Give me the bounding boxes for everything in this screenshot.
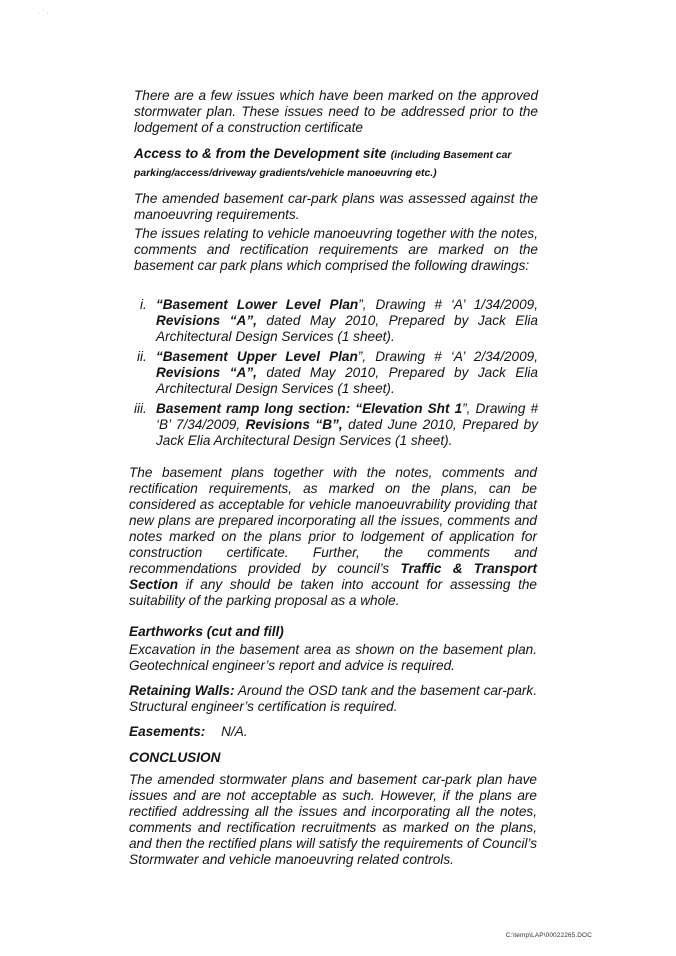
retaining-walls-text: Around the OSD tank and the basement car-park. Structural engineer’s certification is required. xyxy=(129,683,537,714)
basement-plans-paragraph xyxy=(129,465,537,609)
footer-file-path: C:\temp\LAP\00022265.DOC xyxy=(505,932,592,939)
drawing-details: dated May 2010, Prepared by Jack Elia Architectural Design Services (1 sheet). xyxy=(156,365,538,396)
earthworks-heading: Earthworks (cut and fill) xyxy=(129,624,284,639)
drawing-title: “Basement Upper Level Plan xyxy=(156,349,358,364)
drawing-title: Basement ramp long section: “Elevation Sht 1 xyxy=(156,401,463,416)
drawing-ref: ”, Drawing # ‘B’ 7/34/2009, xyxy=(156,401,539,432)
drawing-number: i. xyxy=(140,297,147,312)
issues-paragraph: The issues relating to vehicle manoeuvring together with the notes, comments and rectification requirements are marked on the basement car park plans which comprised the following drawings: xyxy=(134,226,538,273)
traffic-section-text: Traffic & Transport Section xyxy=(129,561,538,592)
conclusion-text: The amended stormwater plans and basement car-park plan have issues and are not acceptable as such. However, if the plans are rectified addressing all the issues and incorporating all the notes, comments and rectification recruitments as marked on the plans, and then the rectified plans will satisfy the requirements of Council’s Stormwater and vehicle manoeuvring related controls. xyxy=(129,772,537,867)
drawing-number: ii. xyxy=(137,349,147,364)
drawing-revision: Revisions “A”, xyxy=(156,313,257,328)
retaining-walls-paragraph xyxy=(129,683,537,715)
earthworks-text: Excavation in the basement area as shown on the basement plan. Geotechnical engineer’s report and advice is required. xyxy=(129,642,537,673)
drawing-revision: Revisions “B”, xyxy=(245,417,343,432)
drawing-ref: ”, Drawing # ‘A’ 2/34/2009, xyxy=(357,349,538,364)
plans-text-part-1: The basement plans together with the notes, comments and rectification requirements, as marked on the plans, can be considered as acceptable for vehicle manoeuvrability providing that new plans are prepared incorporating all the issues, comments and notes marked on the plans prior to lodgement of application for construction certificate. Further, the comments and recommendations provided by council’s xyxy=(129,465,537,576)
assessed-paragraph: The amended basement car-park plans was assessed against the manoeuvring requirements. xyxy=(134,191,538,222)
corner-marks: · ˙ · xyxy=(38,10,49,17)
access-subheading-text: (including Basement car parking/access/driveway gradients/vehicle manoeuvring etc.) xyxy=(134,150,512,179)
drawing-description xyxy=(156,297,538,345)
easements-label: Easements: xyxy=(129,724,206,739)
drawing-number: iii. xyxy=(134,401,147,416)
plans-text-part-2: if any should be taken into account for assessing the suitability of the parking proposal as a whole. xyxy=(129,577,537,608)
drawing-details: dated June 2010, Prepared by Jack Elia Architectural Design Services (1 sheet). xyxy=(156,417,539,448)
drawing-details: dated May 2010, Prepared by Jack Elia Architectural Design Services (1 sheet). xyxy=(156,313,538,344)
intro-paragraph: There are a few issues which have been marked on the approved stormwater plan. These issues need to be addressed prior to the lodgement of a construction certificate xyxy=(134,88,538,135)
easements-value: N/A. xyxy=(221,724,248,739)
drawing-description xyxy=(156,349,538,397)
conclusion-heading: CONCLUSION xyxy=(129,750,221,765)
retaining-walls-label: Retaining Walls: xyxy=(129,683,235,698)
access-heading-text: Access to & from the Development site xyxy=(134,146,387,161)
access-section-heading xyxy=(134,146,544,182)
drawing-ref: ”, Drawing # ‘A’ 1/34/2009, xyxy=(358,297,539,312)
easements-line xyxy=(129,724,537,740)
drawing-revision: Revisions “A”, xyxy=(156,365,257,380)
drawing-title: “Basement Lower Level Plan xyxy=(156,297,359,312)
drawing-description xyxy=(156,401,538,449)
